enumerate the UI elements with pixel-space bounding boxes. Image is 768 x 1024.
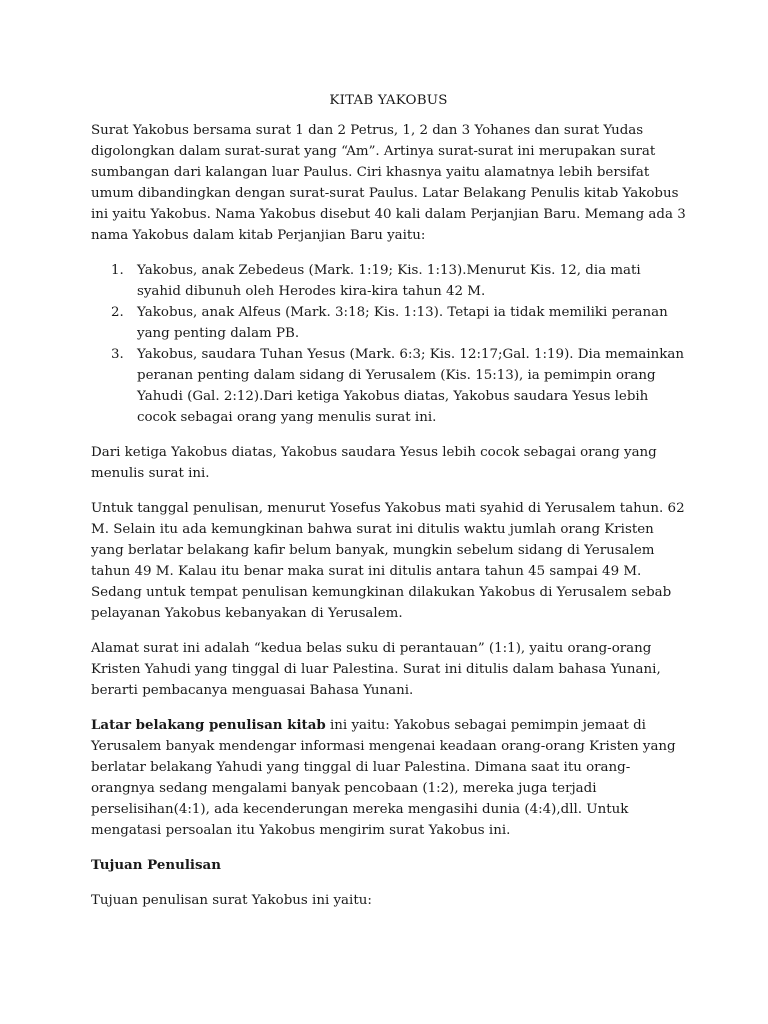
conclusion-paragraph: Dari ketiga Yakobus diatas, Yakobus saudara Yesus lebih cocok sebagai orang yang menulis surat ini. bbox=[91, 445, 657, 481]
list-item bbox=[91, 302, 686, 344]
date-paragraph: Untuk tanggal penulisan, menurut Yosefus Yakobus mati syahid di Yerusalem tahun. 62 M. Selain itu ada kemungkinan bahwa surat ini ditulis waktu jumlah orang Kristen yang berlatar belakang kafir belum banyak, mungkin sebelum sidang di Yerusalem tahun 49 M. Kalau itu benar maka surat ini ditulis antara tahun 45 sampai 49 M. Sedang untuk tempat penulisan kemungkinan dilakukan Yakobus di Yerusalem sebab pelayanan Yakobus kebanyakan di Yerusalem. bbox=[91, 501, 685, 621]
purpose-intro: Tujuan penulisan surat Yakobus ini yaitu: bbox=[91, 893, 372, 908]
background-label: Latar belakang penulisan kitab bbox=[91, 717, 326, 733]
list-number: 2. bbox=[111, 305, 124, 320]
background-text: ini yaitu: Yakobus sebagai pemimpin jemaat di Yerusalem banyak mendengar informasi mengenai keadaan orang-orang Kristen yang berlatar belakang Yahudi yang tinggal di luar Palestina. Dimana saat itu orang-orangnya sedang mengalami banyak pencobaan (1:2), mereka juga terjadi perselisihan(4:1), ada kecenderungan mereka mengasihi dunia (4:4),dll. Untuk mengatasi persoalan itu Yakobus mengirim surat Yakobus ini. bbox=[91, 718, 676, 838]
list-number: 1. bbox=[111, 263, 124, 278]
list-item-text: Yakobus, saudara Tuhan Yesus (Mark. 6:3; Kis. 12:17;Gal. 1:19). Dia memainkan peranan penting dalam sidang di Yerusalem (Kis. 15:13), ia pemimpin orang Yahudi (Gal. 2:12).Dari ketiga Yakobus diatas, Yakobus saudara Yesus lebih cocok sebagai orang yang menulis surat ini. bbox=[137, 347, 684, 425]
background-paragraph bbox=[91, 715, 686, 841]
document-body bbox=[91, 90, 686, 925]
list-item bbox=[91, 260, 686, 302]
list-item-text: Yakobus, anak Zebedeus (Mark. 1:19; Kis. 1:13).Menurut Kis. 12, dia mati syahid dibunuh oleh Herodes kira-kira tahun 42 M. bbox=[137, 263, 641, 299]
intro-paragraph: Surat Yakobus bersama surat 1 dan 2 Petrus, 1, 2 dan 3 Yohanes dan surat Yudas digolongkan dalam surat-surat yang “Am”. Artinya surat-surat ini merupakan surat sumbangan dari kalangan luar Paulus. Ciri khasnya yaitu alamatnya lebih bersifat umum dibandingkan dengan surat-surat Paulus. Latar Belakang Penulis kitab Yakobus ini yaitu Yakobus. Nama Yakobus disebut 40 kali dalam Perjanjian Baru. Memang ada 3 nama Yakobus dalam kitab Perjanjian Baru yaitu: bbox=[91, 123, 686, 243]
list-number: 3. bbox=[111, 347, 124, 362]
list-item-text: Yakobus, anak Alfeus (Mark. 3:18; Kis. 1:13). Tetapi ia tidak memiliki peranan yang penting dalam PB. bbox=[137, 305, 668, 341]
purpose-heading: Tujuan Penulisan bbox=[91, 857, 221, 873]
list-item bbox=[91, 344, 686, 428]
address-paragraph: Alamat surat ini adalah “kedua belas suku di perantauan” (1:1), yaitu orang-orang Kristen Yahudi yang tinggal di luar Palestina. Surat ini ditulis dalam bahasa Yunani, berarti pembacanya menguasai Bahasa Yunani. bbox=[91, 641, 661, 698]
yakobus-list bbox=[91, 260, 686, 428]
document-title: KITAB YAKOBUS bbox=[329, 93, 448, 108]
